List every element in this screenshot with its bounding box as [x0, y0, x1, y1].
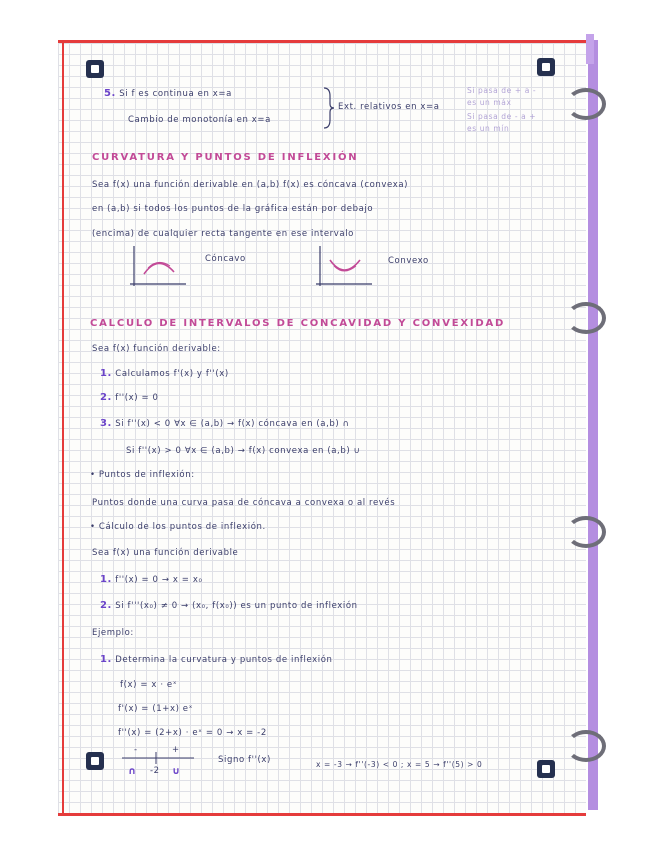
- step-number: 2.: [100, 392, 112, 403]
- step-text: Si f'''(x₀) ≠ 0 → (x₀, f(x₀)) es un punto de inflexión: [115, 601, 358, 611]
- item-5: [104, 88, 232, 99]
- step-number: 1.: [100, 654, 112, 665]
- signo-label: Signo f''(x): [218, 755, 271, 765]
- ejemplo-label: Ejemplo:: [92, 628, 134, 638]
- step-2: [100, 392, 159, 403]
- f2x-line: f''(x) = (2+x) · eˣ = 0 → x = -2: [118, 728, 267, 738]
- convexo-label: Convexo: [388, 256, 429, 266]
- monotonia-line: Cambio de monotonía en x=a: [128, 115, 271, 125]
- f1x-line: f'(x) = (1+x) eˣ: [118, 704, 194, 714]
- ext-relativos: Ext. relativos en x=a: [338, 102, 440, 112]
- sign-minus: -: [134, 745, 138, 755]
- cap-symbol: ∩: [128, 766, 137, 777]
- sea-line: Sea f(x) una función derivable: [92, 548, 239, 558]
- concavo-label: Cóncavo: [205, 254, 246, 264]
- step-number: 3.: [100, 418, 112, 429]
- calc-2: [100, 600, 358, 611]
- corner-logo-icon: [86, 752, 104, 770]
- step-text: Determina la curvatura y puntos de inflexión: [115, 655, 333, 665]
- step-text: Si f''(x) < 0 ∀x ∈ (a,b) → f(x) cóncava en (a,b) ∩: [115, 419, 350, 429]
- brace-icon: [322, 86, 336, 130]
- cup-symbol: ∪: [172, 766, 181, 777]
- side-note: es un máx: [467, 98, 512, 107]
- bullet-calculo: • Cálculo de los puntos de inflexión.: [90, 522, 266, 532]
- step-3: [100, 418, 349, 429]
- side-note: Si pasa de - a +: [467, 112, 537, 121]
- section-title: CURVATURA Y PUNTOS DE INFLEXIÓN: [92, 152, 359, 163]
- sea-line: Sea f(x) función derivable:: [92, 344, 221, 354]
- page-edge-tab: [588, 40, 598, 810]
- fx-line: f(x) = x · eˣ: [120, 680, 178, 690]
- binder-ring: [566, 302, 606, 334]
- step-text: f''(x) = 0 → x = x₀: [115, 575, 203, 585]
- calc-1: [100, 574, 202, 585]
- point-value: -2: [150, 766, 160, 776]
- step-number: 1.: [100, 574, 112, 585]
- step-3b: Si f''(x) > 0 ∀x ∈ (a,b) → f(x) convexa en (a,b) ∪: [126, 446, 361, 456]
- item-text: Si f es continua en x=a: [119, 89, 232, 99]
- step-1: [100, 368, 229, 379]
- puntos-definition: Puntos donde una curva pasa de cóncava a convexa o al revés: [92, 498, 396, 508]
- definition-line: Sea f(x) una función derivable en (a,b) f(x) es cóncava (convexa): [92, 180, 409, 190]
- example-1: [100, 654, 333, 665]
- corner-logo-icon: [537, 58, 555, 76]
- side-note: Si pasa de + a -: [467, 86, 537, 95]
- item-number: 5.: [104, 88, 116, 99]
- bullet-puntos: • Puntos de inflexión:: [90, 470, 195, 480]
- step-text: Calculamos f'(x) y f''(x): [115, 369, 229, 379]
- convex-sketch: [314, 246, 374, 288]
- section-title: CALCULO DE INTERVALOS DE CONCAVIDAD Y CONVEXIDAD: [90, 318, 506, 329]
- step-number: 1.: [100, 368, 112, 379]
- side-note: es un mín: [467, 124, 510, 133]
- step-text: f''(x) = 0: [115, 393, 159, 403]
- margin-line: [62, 43, 64, 813]
- definition-line: (encima) de cualquier recta tangente en ese intervalo: [92, 229, 354, 239]
- binder-ring: [566, 88, 606, 120]
- binder-ring: [566, 730, 606, 762]
- concave-sketch: [128, 246, 188, 288]
- step-number: 2.: [100, 600, 112, 611]
- corner-logo-icon: [537, 760, 555, 778]
- result-line: x = -3 → f''(-3) < 0 ; x = 5 → f''(5) > 0: [316, 760, 483, 769]
- corner-logo-icon: [86, 60, 104, 78]
- page-edge-tab-top: [586, 34, 594, 64]
- binder-ring: [566, 516, 606, 548]
- definition-line: en (a,b) si todos los puntos de la gráfica están por debajo: [92, 204, 374, 214]
- sign-plus: +: [172, 745, 180, 755]
